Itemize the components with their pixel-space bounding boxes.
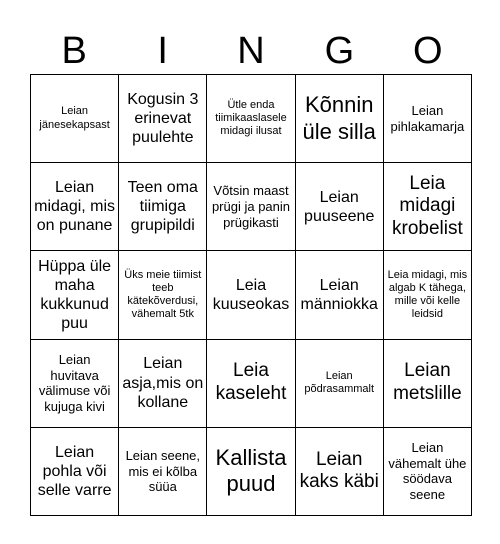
- bingo-cell-r2c5[interactable]: Leia midagi krobelist: [384, 163, 472, 251]
- header-letter-o: O: [413, 30, 443, 72]
- bingo-cell-r1c4[interactable]: Kõnnin üle silla: [296, 75, 384, 163]
- bingo-cell-r5c3[interactable]: Kallista puud: [207, 428, 295, 516]
- bingo-cell-r3c5[interactable]: Leia midagi, mis algab K tähega, mille või kelle leidsid: [384, 251, 472, 339]
- bingo-cell-r2c2[interactable]: Teen oma tiimiga grupipildi: [119, 163, 207, 251]
- bingo-cell-r1c5[interactable]: Leian pihlakamarja: [384, 75, 472, 163]
- header-letter-g: G: [324, 30, 355, 72]
- bingo-cell-r4c5[interactable]: Leian metslille: [384, 340, 472, 428]
- bingo-cell-r5c1[interactable]: Leian pohla või selle varre: [31, 428, 119, 516]
- bingo-cell-r4c2[interactable]: Leian asja,mis on kollane: [119, 340, 207, 428]
- bingo-cell-r5c5[interactable]: Leian vähemalt ühe söödava seene: [384, 428, 472, 516]
- bingo-cell-r3c3[interactable]: Leia kuuseokas: [207, 251, 295, 339]
- bingo-cell-r2c1[interactable]: Leian midagi, mis on punane: [31, 163, 119, 251]
- bingo-cell-r1c2[interactable]: Kogusin 3 erinevat puulehte: [119, 75, 207, 163]
- bingo-cell-r4c3[interactable]: Leia kaseleht: [207, 340, 295, 428]
- bingo-grid: [30, 74, 472, 516]
- bingo-cell-r5c2[interactable]: Leian seene, mis ei kõlba süüa: [119, 428, 207, 516]
- bingo-cell-r4c4[interactable]: Leian põdrasammalt: [296, 340, 384, 428]
- bingo-cell-r3c1[interactable]: Hüppa üle maha kukkunud puu: [31, 251, 119, 339]
- bingo-cell-r1c1[interactable]: Leian jänesekapsast: [31, 75, 119, 163]
- bingo-cell-r1c3[interactable]: Ütle enda tiimikaaslasele midagi ilusat: [207, 75, 295, 163]
- header-letter-i: I: [157, 30, 168, 72]
- bingo-cell-r3c4[interactable]: Leian männiokka: [296, 251, 384, 339]
- bingo-cell-r4c1[interactable]: Leian huvitava välimuse või kujuga kivi: [31, 340, 119, 428]
- bingo-header: [30, 28, 472, 74]
- header-letter-n: N: [237, 30, 265, 72]
- bingo-cell-r2c4[interactable]: Leian puuseene: [296, 163, 384, 251]
- bingo-cell-r2c3[interactable]: Võtsin maast prügi ja panin prügikasti: [207, 163, 295, 251]
- bingo-cell-r5c4[interactable]: Leian kaks käbi: [296, 428, 384, 516]
- bingo-cell-r3c2[interactable]: Üks meie tiimist teeb kätekõverdusi, vähemalt 5tk: [119, 251, 207, 339]
- header-letter-b: B: [61, 30, 87, 72]
